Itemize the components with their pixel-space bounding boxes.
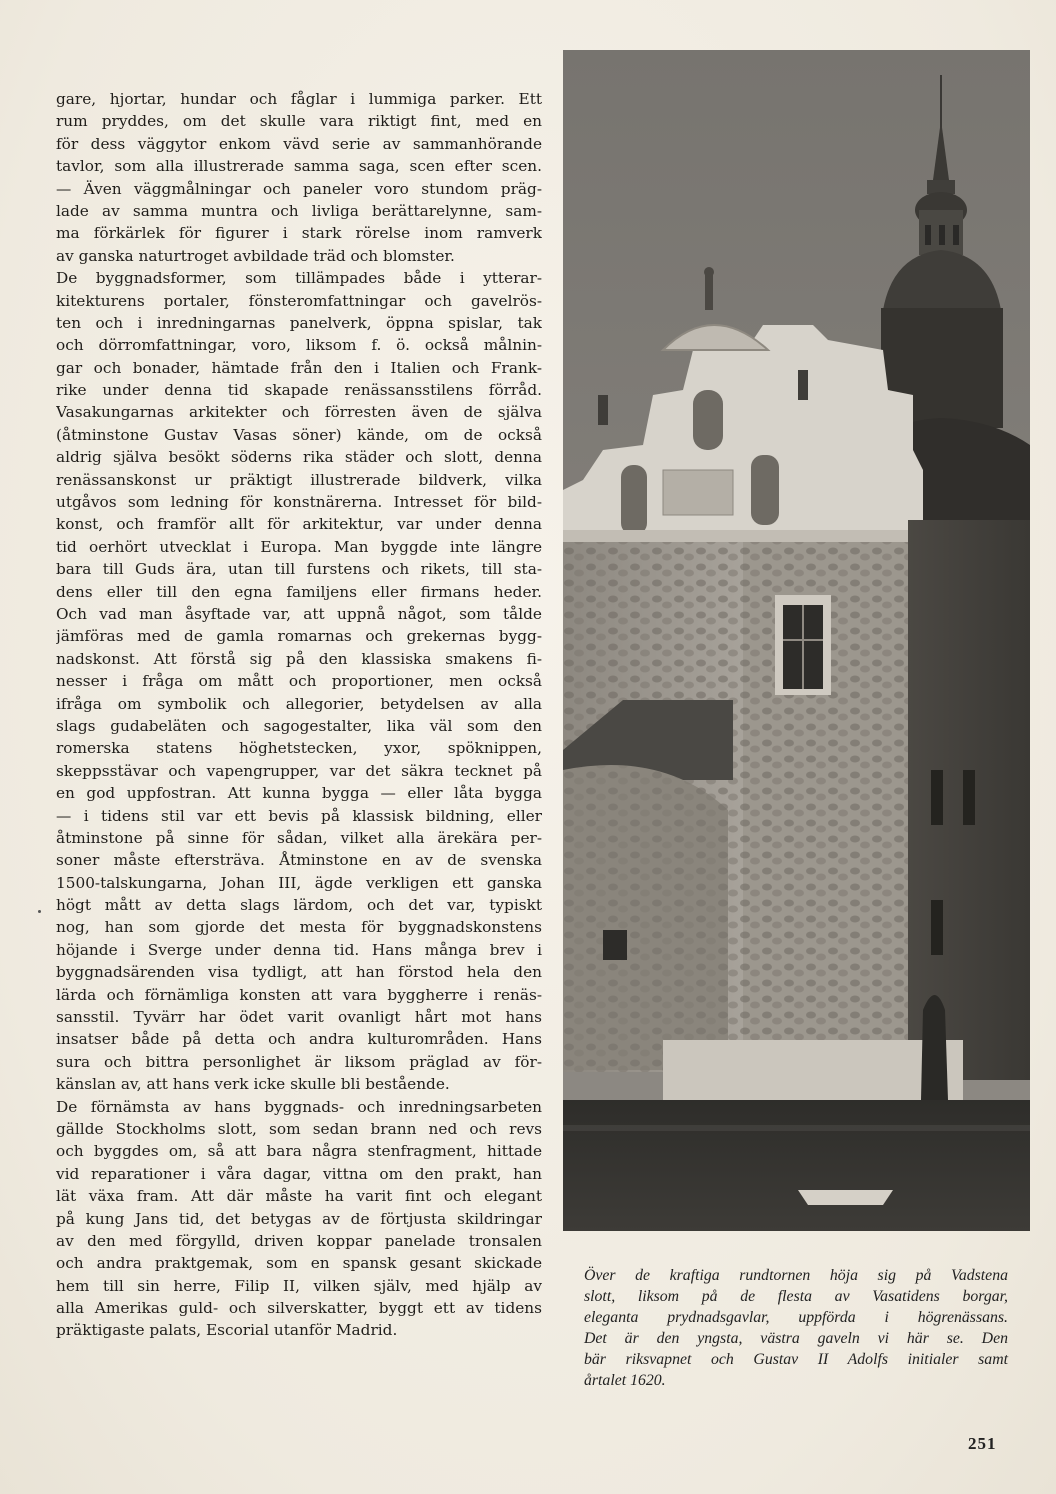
body-text-line: utgåvos som ledning för konstnärerna. Intresset för bild- — [56, 493, 542, 512]
body-text-line: vid reparationer i våra dagar, vittna om den prakt, han — [56, 1164, 542, 1183]
body-text-line: gare, hjortar, hundar och fåglar i lummiga parker. Ett — [56, 90, 542, 108]
caption-line: slott, liksom på de flesta av Vasatidens borgar, — [584, 1288, 1008, 1305]
body-text-line: på kung Jans tid, det betygas av de förtjusta skildringar — [56, 1209, 542, 1228]
body-text-line: nog, han som gjorde det mesta för byggnadskonstens — [56, 918, 542, 937]
body-text-line: tid oerhört utvecklat i Europa. Man byggde inte längre — [56, 537, 542, 556]
paper-speck — [38, 910, 41, 913]
body-text-line: Och vad man åsyftade var, att uppnå något, som tålde — [56, 604, 542, 623]
body-text-line: skeppsstävar och vapengrupper, var det säkra tecknet på — [56, 761, 542, 780]
body-text-line: kitekturens portaler, fönsteromfattningar och gavelrös- — [56, 291, 542, 310]
slit-window — [963, 770, 975, 825]
moat-water — [563, 1100, 1030, 1231]
body-text-line: känslan av, att hans verk icke skulle bli bestående. — [56, 1075, 450, 1094]
rowing-boat — [798, 1190, 893, 1205]
tower-opening — [603, 930, 627, 960]
body-text-line: (åtminstone Gustav Vasas söner) kände, om de också — [56, 425, 542, 444]
body-text-line: ten och i inredningarnas panelverk, öppna spislar, tak — [56, 313, 542, 332]
body-text-line: jämföras med de gamla romarnas och grekernas bygg- — [56, 627, 542, 646]
slit-window — [931, 770, 943, 825]
body-text-line: åtminstone på sinne för sådan, vilket alla ärekära per- — [56, 828, 542, 847]
body-text-line: gällde Stockholms slott, som sedan brann ned och revs — [56, 1119, 542, 1138]
page-number: 251 — [968, 1434, 997, 1453]
round-tower-stones — [563, 765, 728, 1070]
body-text-line: och byggdes om, så att bara några stenfragment, hittade — [56, 1142, 542, 1161]
body-text-line: ma förkärlek för figurer i stark rörelse inom ramverk — [56, 224, 542, 243]
body-text-line: 1500-talskungarna, Johan III, ägde verkligen ett ganska — [56, 873, 542, 892]
body-text-line: romerska statens höghetstecken, yxor, spöknippen, — [56, 739, 542, 758]
body-text-line: av den med förgylld, driven koppar panelade tronsalen — [56, 1231, 542, 1250]
photo-caption — [584, 1265, 1008, 1391]
body-text-line: De byggnadsformer, som tillämpades både i ytterar- — [56, 269, 542, 288]
body-text-line: byggnadsärenden visa tydligt, att han förstod hela den — [56, 963, 542, 982]
body-text-line: — i tidens stil var ett bevis på klassisk bildning, eller — [56, 806, 542, 825]
body-text-line: av ganska naturtroget avbildade träd och blomster. — [56, 246, 455, 265]
body-text-line: dens eller till den egna familjens eller firmans heder. — [56, 582, 542, 601]
slit-window — [931, 900, 943, 955]
body-text-line: Vasakungarnas arkitekter och förresten även de själva — [56, 403, 542, 422]
body-text-line: lärda och förnämliga konsten att vara byggherre i renäs- — [56, 985, 542, 1004]
body-text-line: konst, och framför allt för arkitektur, var under denna — [56, 515, 542, 534]
caption-line: eleganta prydnadsgavlar, uppförda i högrenässans. — [584, 1309, 1008, 1326]
body-text-line: höjande i Sverge under denna tid. Hans många brev i — [56, 940, 542, 959]
body-text-line: och andra praktgemak, som en spansk gesant skickade — [56, 1254, 542, 1273]
body-text-line: högt mått av detta slags lärdom, och det var, typiskt — [56, 896, 542, 915]
tree — [921, 995, 948, 1100]
body-text-line: gar och bonader, hämtade från den i Italien och Frank- — [56, 358, 542, 377]
body-text-line: soner måste eftersträva. Åtminstone en av de svenska — [56, 851, 542, 870]
castle-gable-photo — [563, 50, 1030, 1231]
body-text-line: för dess väggytor enkom vävd serie av sammanhörande — [56, 134, 542, 153]
body-text-line: och dörromfattningar, voro, liksom f. ö. också målnin- — [56, 336, 542, 355]
caption-line: Det är den yngsta, västra gaveln vi här se. Den — [584, 1330, 1008, 1347]
body-text-line: präktigaste palats, Escorial utanför Madrid. — [56, 1321, 398, 1340]
body-text-line: sansstil. Tyvärr har ödet varit ovanligt hårt mot hans — [56, 1008, 542, 1027]
body-text-line: rike under denna tid skapade renässansstilens förråd. — [56, 381, 542, 400]
caption-line: årtalet 1620. — [584, 1372, 666, 1389]
caption-line: bär riksvapnet och Gustav II Adolfs initialer samt — [584, 1351, 1008, 1368]
body-text-line: hem till sin herre, Filip II, vilken själv, med hjälp av — [56, 1276, 542, 1295]
body-text-line: ifråga om symbolik och allegorier, betydelsen av alla — [56, 694, 542, 713]
body-text-line: tavlor, som alla illustrerade samma saga, scen efter scen. — [56, 157, 542, 176]
body-text-line: bara till Guds ära, utan till furstens och rikets, till sta- — [56, 560, 542, 579]
caption-line: Över de kraftiga rundtornen höja sig på Vadstena — [584, 1267, 1008, 1284]
body-text-line: lät växa fram. Att där måste ha varit fint och elegant — [56, 1187, 542, 1206]
low-wall — [663, 1040, 963, 1100]
body-text-line: rum pryddes, om det skulle vara riktigt fint, med en — [56, 112, 542, 131]
body-text-line: renässanskonst ur präktigt illustrerade bildverk, vilka — [56, 470, 542, 489]
body-text-line: aldrig själva besökt söderns rika städer och slott, denna — [56, 448, 542, 467]
body-text-line: — Även väggmålningar och paneler voro stundom präg- — [56, 179, 542, 198]
body-text-line: en god uppfostran. Att kunna bygga — eller låta bygga — [56, 784, 542, 803]
body-text-line: sura och bittra personlighet är liksom präglad av för- — [56, 1052, 542, 1071]
body-text-line: nadskonst. Att förstå sig på den klassiska smakens fi- — [56, 649, 542, 668]
body-text-line: nesser i fråga om mått och proportioner, men också — [56, 672, 542, 691]
shoreline — [563, 1125, 1030, 1131]
body-text-column — [56, 88, 542, 1342]
body-text-line: De förnämsta av hans byggnads- och inredningsarbeten — [56, 1097, 542, 1116]
body-text-line: lade av samma muntra och livliga berättarelynne, sam- — [56, 201, 542, 220]
wall-stonework-2 — [743, 542, 923, 1072]
body-text-line: alla Amerikas guld- och silverskatter, byggt ett av tidens — [56, 1299, 542, 1318]
tower-window — [775, 595, 831, 695]
body-text-line: slags gudabeläten och sagogestalter, lika väl som den — [56, 716, 542, 735]
body-text-line: insatser både på detta och andra kulturområden. Hans — [56, 1030, 542, 1049]
